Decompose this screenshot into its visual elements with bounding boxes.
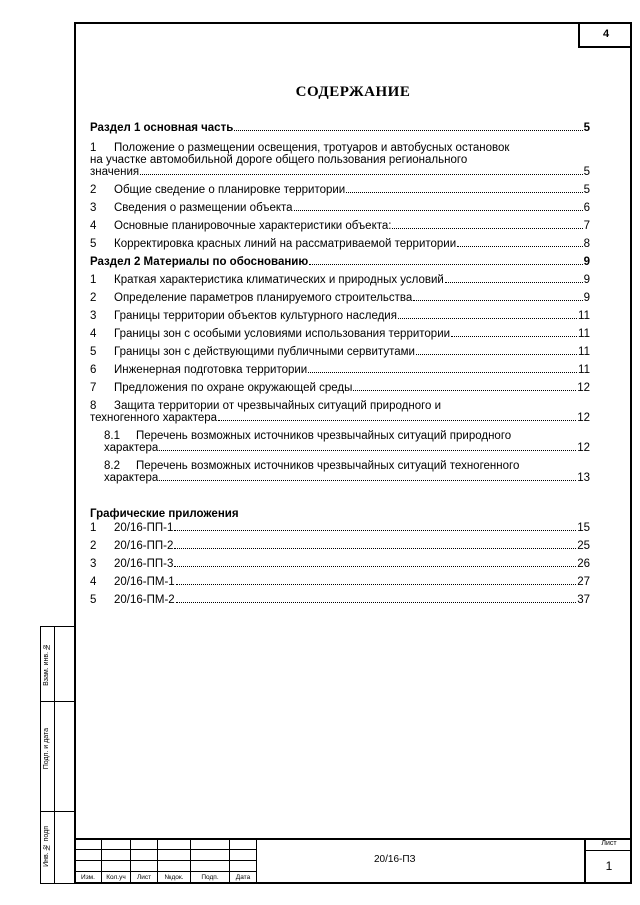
toc-page: 9 — [583, 292, 590, 304]
sidebar-label-inv: Инв. № подп — [43, 826, 50, 867]
toc-leader — [159, 450, 576, 451]
toc-leader — [398, 318, 577, 319]
toc-page: 5 — [583, 166, 590, 178]
toc-item-s2-5[interactable] — [90, 346, 590, 358]
stamp-col-list: Лист — [131, 872, 158, 883]
toc-graphic-3[interactable] — [90, 558, 590, 570]
toc-num: 2 — [90, 292, 97, 304]
stamp-top-border — [74, 838, 632, 840]
toc-line: Перечень возможных источников чрезвычайных ситуаций природного — [136, 430, 512, 442]
stamp-col-kolv: Кол.уч — [102, 872, 131, 883]
toc-leader — [234, 130, 582, 131]
toc-leader — [346, 192, 582, 193]
toc-item-s1-2[interactable] — [90, 184, 590, 196]
toc-label: Раздел 1 основная часть — [90, 122, 234, 134]
toc-leader — [413, 300, 582, 301]
toc-item-s1-3[interactable] — [90, 202, 590, 214]
sidebar-cell-vzam — [40, 626, 74, 702]
sidebar-cell-inv — [40, 812, 74, 884]
toc-item-s2-8[interactable] — [90, 400, 590, 424]
toc-label: Инженерная подготовка территории — [114, 364, 308, 376]
toc-line: Защита территории от чрезвычайных ситуаций природного и — [114, 400, 442, 412]
toc-num: 4 — [90, 576, 97, 588]
toc-num: 8.1 — [104, 430, 120, 442]
toc-graphic-1[interactable] — [90, 522, 590, 534]
toc-line: на участке автомобильной дороге общего пользования регионального — [90, 154, 468, 166]
toc-graphic-5[interactable] — [90, 594, 590, 606]
table-of-contents — [90, 122, 590, 612]
toc-label: Корректировка красных линий на рассматриваемой территории — [114, 238, 457, 250]
toc-item-s1-4[interactable] — [90, 220, 590, 232]
toc-label: Предложения по охране окружающей среды — [114, 382, 353, 394]
toc-num: 3 — [90, 310, 97, 322]
toc-page: 13 — [577, 472, 590, 484]
toc-label: Сведения о размещении объекта — [114, 202, 293, 214]
toc-page: 11 — [578, 328, 590, 340]
toc-item-s2-4[interactable] — [90, 328, 590, 340]
toc-label: 20/16-ПП-2 — [114, 540, 174, 552]
toc-leader — [159, 480, 576, 481]
toc-page: 11 — [578, 310, 590, 322]
toc-num: 8.2 — [104, 460, 120, 472]
toc-line: характера — [104, 472, 159, 484]
toc-num: 3 — [90, 558, 97, 570]
toc-item-s2-1[interactable] — [90, 274, 590, 286]
toc-label: 20/16-ПМ-1 — [114, 576, 175, 588]
toc-line: характера — [104, 442, 159, 454]
stamp-col-podp: Подп. — [191, 872, 230, 883]
sheet-label: Лист — [586, 838, 632, 851]
toc-label: Границы территории объектов культурного наследия — [114, 310, 397, 322]
toc-label: Раздел 2 Материалы по обоснованию — [90, 256, 309, 268]
toc-page: 7 — [583, 220, 590, 232]
toc-page: 12 — [577, 412, 590, 424]
toc-num: 5 — [90, 238, 97, 250]
toc-item-s2-6[interactable] — [90, 364, 590, 376]
sidebar-divider — [54, 626, 55, 884]
toc-leader — [392, 228, 582, 229]
toc-label: 20/16-ПМ-2 — [114, 594, 175, 606]
toc-page: 27 — [577, 576, 590, 588]
toc-leader — [309, 264, 582, 265]
toc-line: Положение о размещении освещения, тротуаров и автобусных остановок — [114, 142, 510, 154]
toc-num: 1 — [90, 274, 97, 286]
toc-label: Краткая характеристика климатических и природных условий — [114, 274, 444, 286]
toc-num: 3 — [90, 202, 97, 214]
toc-label: Определение параметров планируемого строительства — [114, 292, 413, 304]
toc-page: 9 — [583, 256, 590, 268]
toc-line: техногенного характера — [90, 412, 218, 424]
frame-sidebar — [40, 626, 74, 884]
toc-graphic-4[interactable] — [90, 576, 590, 588]
toc-graphic-2[interactable] — [90, 540, 590, 552]
toc-item-8-2[interactable] — [90, 460, 590, 484]
title-block — [74, 838, 632, 884]
toc-page: 11 — [578, 364, 590, 376]
toc-label: 20/16-ПП-1 — [114, 522, 174, 534]
toc-line: Перечень возможных источников чрезвычайных ситуаций техногенного — [136, 460, 520, 472]
toc-label: Границы зон с действующими публичными сервитутами — [114, 346, 415, 358]
toc-label: 20/16-ПП-3 — [114, 558, 174, 570]
sidebar-label-vzam: Взам. инв. № — [43, 643, 50, 686]
toc-leader — [457, 246, 582, 247]
stamp-col-data: Дата — [230, 872, 257, 883]
toc-leader — [176, 602, 577, 603]
stamp-col-ndok: №док. — [158, 872, 191, 883]
toc-leader — [176, 584, 577, 585]
sheet-box — [584, 838, 632, 884]
toc-leader — [308, 372, 577, 373]
toc-graphics-heading: Графические приложения — [90, 508, 239, 520]
toc-item-s2-2[interactable] — [90, 292, 590, 304]
sidebar-cell-podp — [40, 702, 74, 812]
toc-num: 7 — [90, 382, 97, 394]
toc-leader — [140, 174, 582, 175]
toc-page: 8 — [583, 238, 590, 250]
page-title: СОДЕРЖАНИЕ — [295, 84, 411, 100]
toc-page: 12 — [577, 382, 590, 394]
toc-label: Общие сведение о планировке территории — [114, 184, 346, 196]
toc-page: 5 — [583, 122, 590, 134]
page-number: 4 — [578, 22, 632, 48]
toc-section-1[interactable] — [90, 122, 590, 134]
toc-leader — [174, 530, 576, 531]
toc-label: Границы зон с особыми условиями использования территории — [114, 328, 451, 340]
toc-page: 9 — [583, 274, 590, 286]
sidebar-label-podp: Подп. и дата — [43, 728, 50, 770]
toc-page: 15 — [577, 522, 590, 534]
toc-page: 37 — [577, 594, 590, 606]
toc-item-s1-5[interactable] — [90, 238, 590, 250]
toc-num: 1 — [90, 522, 97, 534]
toc-num: 5 — [90, 346, 97, 358]
toc-page: 5 — [583, 184, 590, 196]
toc-page: 6 — [583, 202, 590, 214]
toc-leader — [174, 548, 576, 549]
toc-num: 2 — [90, 540, 97, 552]
toc-leader — [416, 354, 577, 355]
toc-item-s1-1[interactable] — [90, 142, 590, 178]
toc-page: 12 — [577, 442, 590, 454]
toc-num: 4 — [90, 220, 97, 232]
toc-page: 11 — [578, 346, 590, 358]
toc-leader — [353, 390, 576, 391]
toc-section-2[interactable] — [90, 256, 590, 268]
toc-num: 6 — [90, 364, 97, 376]
toc-item-8-1[interactable] — [90, 430, 590, 454]
toc-leader — [174, 566, 576, 567]
toc-item-s2-7[interactable] — [90, 382, 590, 394]
toc-num: 4 — [90, 328, 97, 340]
toc-num: 8 — [90, 400, 97, 412]
toc-leader — [218, 420, 576, 421]
toc-leader — [294, 210, 583, 211]
toc-label: Основные планировочные характеристики объекта: — [114, 220, 392, 232]
toc-line: значения — [90, 166, 140, 178]
stamp-col-izm: Изм. — [75, 872, 102, 883]
toc-leader — [451, 336, 577, 337]
document-code: 20/16-ПЗ — [374, 854, 416, 865]
toc-num: 1 — [90, 142, 97, 154]
toc-num: 5 — [90, 594, 97, 606]
toc-item-s2-3[interactable] — [90, 310, 590, 322]
toc-page: 25 — [577, 540, 590, 552]
sheet-number: 1 — [605, 859, 613, 873]
toc-page: 26 — [577, 558, 590, 570]
stamp-grid — [74, 838, 257, 883]
toc-leader — [445, 282, 583, 283]
toc-num: 2 — [90, 184, 97, 196]
